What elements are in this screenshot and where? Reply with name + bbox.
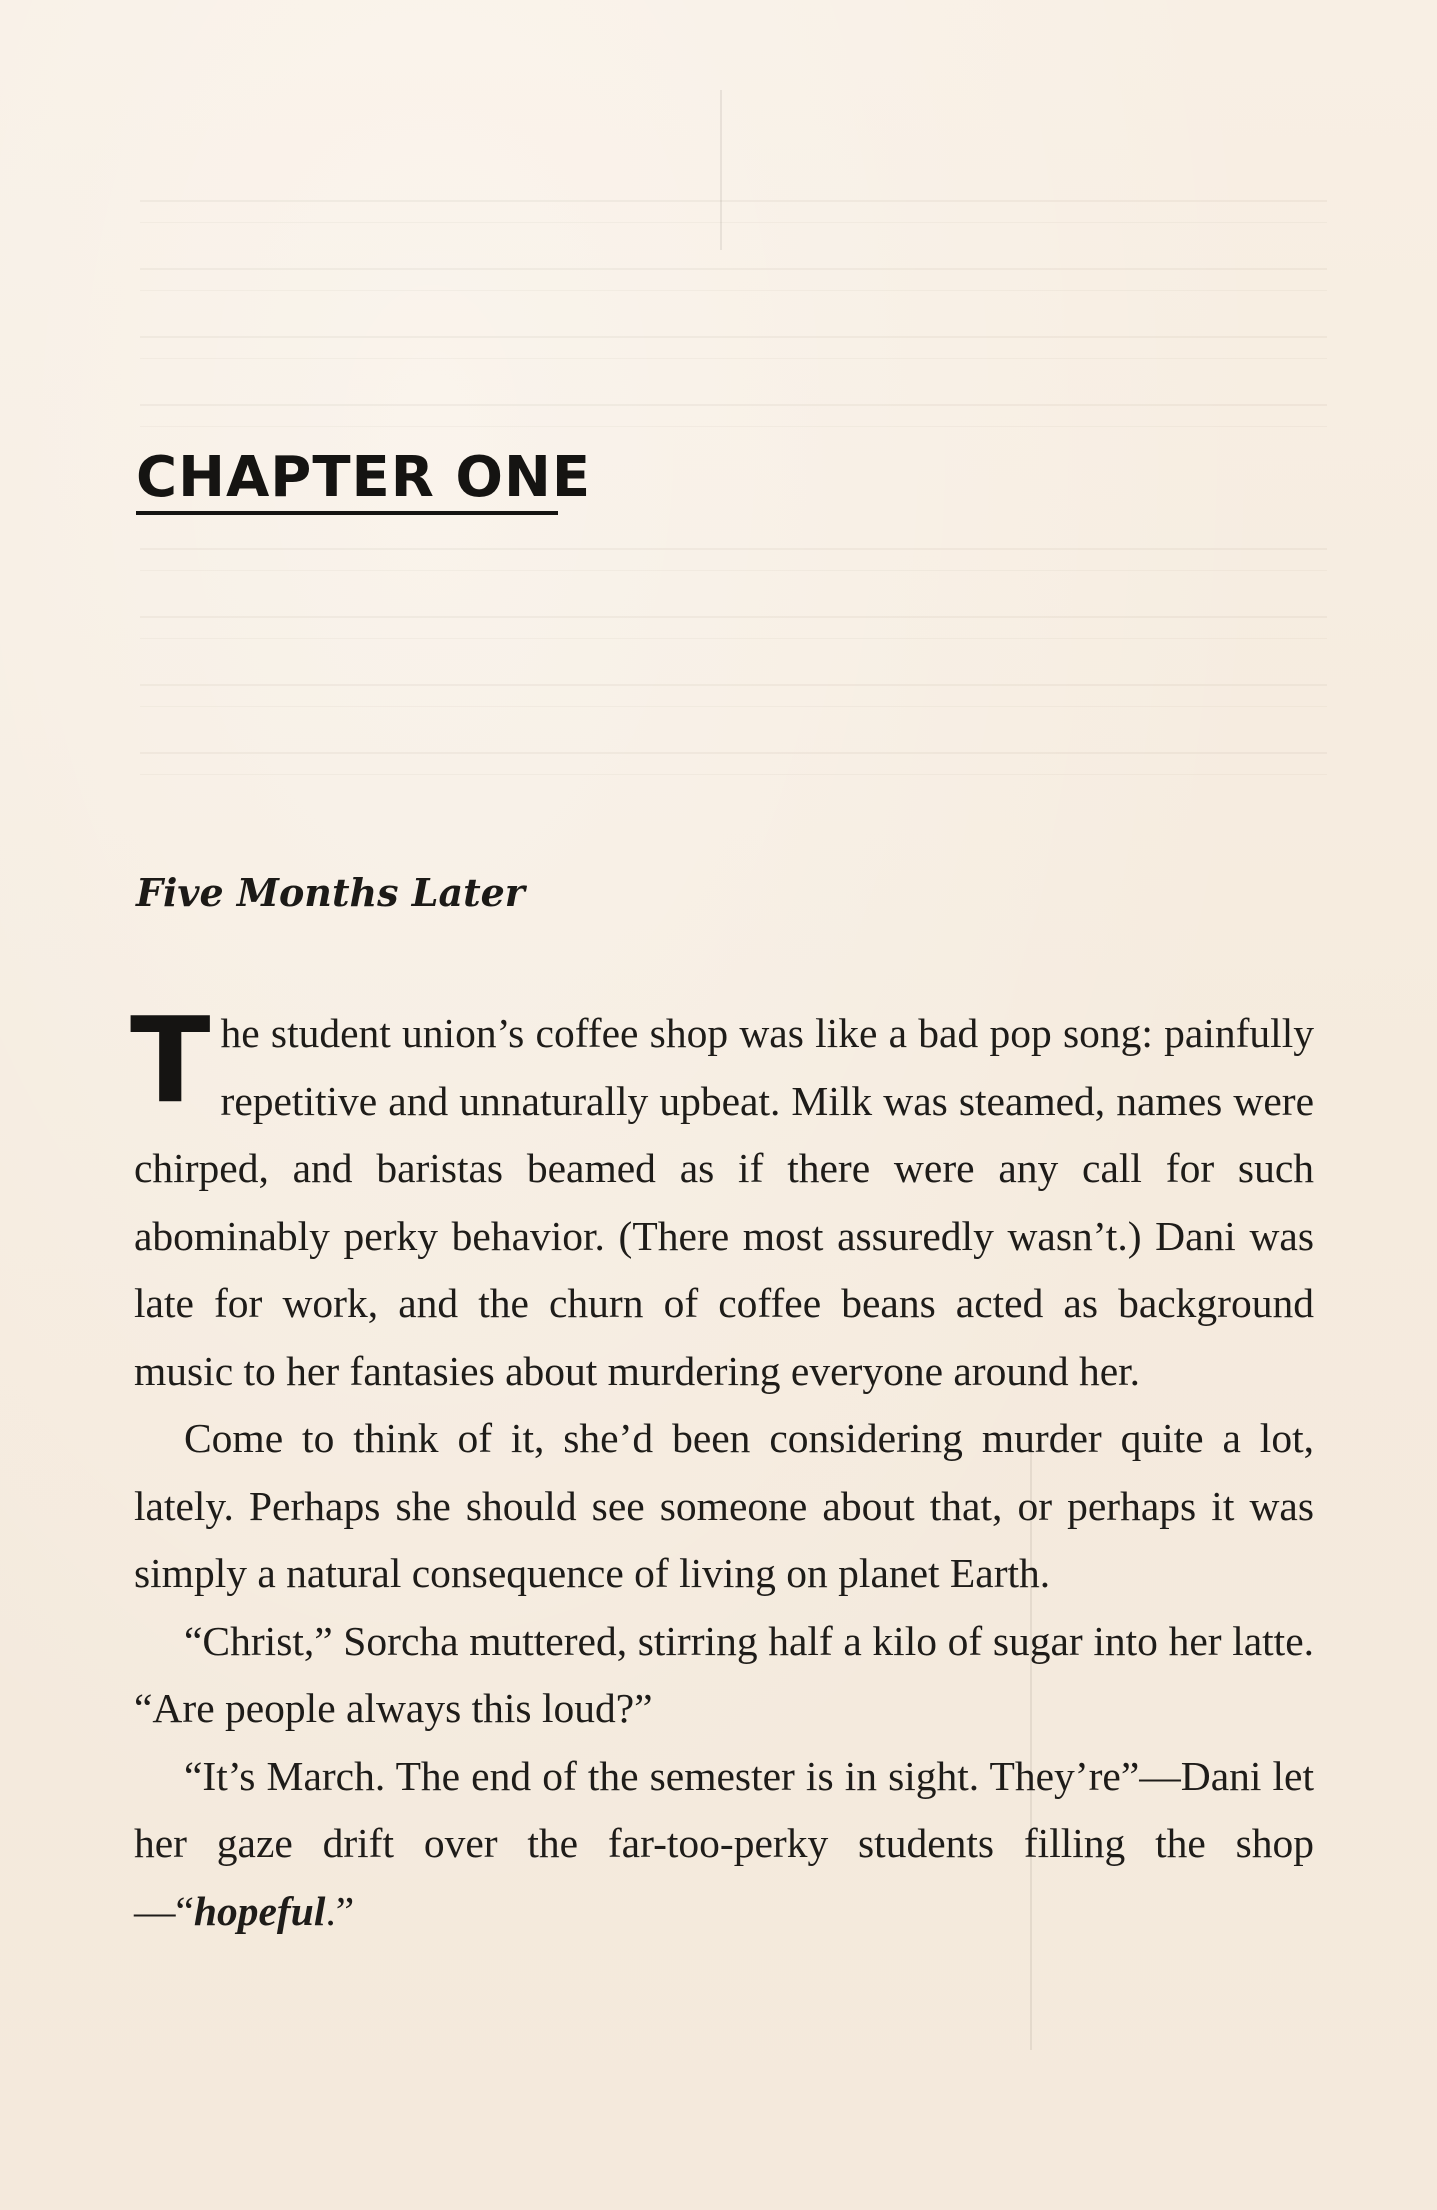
show-through-line <box>140 684 1327 707</box>
show-through-line <box>140 548 1327 571</box>
show-through-line <box>140 336 1327 359</box>
page-crease <box>720 90 722 250</box>
emphasis-text: hopeful <box>193 1887 326 1934</box>
drop-cap: T <box>130 991 211 1129</box>
paragraph-1 <box>130 991 1314 1405</box>
paragraph-3: “Christ,” Sorcha muttered, stirring half a kilo of sugar into her latte. “Are people always this loud?” <box>134 1617 1314 1731</box>
chapter-title: CHAPTER ONE <box>136 445 592 510</box>
show-through-line <box>140 200 1327 223</box>
show-through-line <box>140 616 1327 639</box>
chapter-title-underline <box>136 511 558 515</box>
paragraph-4-end: .” <box>325 1887 355 1934</box>
paragraph-1-text: he student union’s coffee shop was like a bad pop song: painfully repetitive and unnaturally upbeat. Milk was steamed, names were chirped, and baristas beamed as if there were any call for such abominably perky behavior. (There most assuredly wasn’t.) Dani was late for work, and the churn of coffee beans acted as background music to her fantasies about murdering everyone around her. <box>134 1010 1314 1394</box>
chapter-subtitle: Five Months Later <box>136 870 525 915</box>
show-through-line <box>140 752 1327 775</box>
paragraph-4-text: “It’s March. The end of the semester is in sight. They’re”—Dani let her gaze drift over the far-too-perky students filling the shop—“ <box>134 1752 1314 1934</box>
show-through-line <box>140 404 1327 427</box>
chapter-body <box>130 991 1314 1945</box>
show-through-line <box>140 268 1327 291</box>
paragraph-2: Come to think of it, she’d been considering murder quite a lot, lately. Perhaps she should see someone about that, or perhaps it was simply a natural consequence of living on planet Earth. <box>134 1415 1314 1596</box>
paragraph-4 <box>134 1743 1314 1946</box>
